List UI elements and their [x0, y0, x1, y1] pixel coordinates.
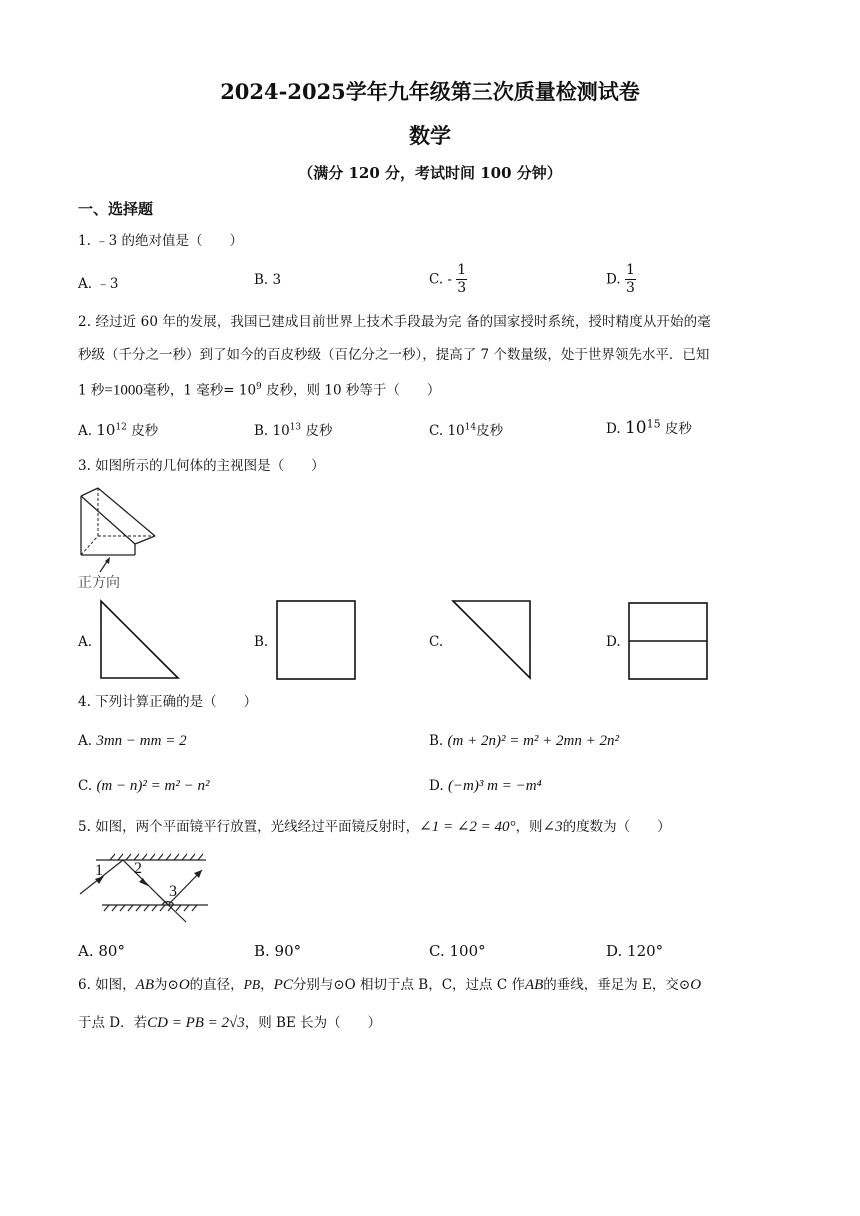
q1-option-c-label: C. - [429, 271, 452, 288]
q6-text-g: 于点 D．若 [78, 1015, 148, 1031]
q2-option-a-unit: 皮秒 [131, 423, 159, 439]
q6-pc: PC [273, 977, 293, 993]
question-3-stem: 3. 如图所示的几何体的主视图是（ ） [78, 458, 325, 474]
q2-option-b-exp: 13 [289, 422, 302, 433]
q6-o: O [178, 977, 190, 993]
fraction-numerator: 1 [457, 262, 467, 278]
q6-math: CD = PB = 2√3 [147, 1015, 245, 1031]
q2-text-b: 毫秒，1 毫秒 [142, 382, 224, 399]
question-6-line-2 [78, 1014, 381, 1032]
q2-option-c-base: 10 [447, 423, 465, 439]
q2-option-c[interactable] [429, 419, 503, 439]
q6-text-f: 的垂线，垂足为 E，交⊙ [543, 977, 691, 993]
q2-option-a-label: A. [78, 423, 93, 439]
q1-option-a[interactable]: A. ﹣3 [78, 276, 119, 292]
q5-math-a: ∠1 = ∠2 = 40° [419, 819, 516, 835]
q6-text-b: 为⊙ [154, 977, 179, 993]
exam-title: 2024-2025学年九年级第三次质量检测试卷 [220, 79, 640, 104]
section-title: 一、选择题 [78, 200, 154, 218]
q4-option-c[interactable] [78, 778, 209, 795]
q5-text-c: 的度数为（ ） [562, 819, 671, 835]
triangle-right-angle-right-icon [452, 600, 532, 680]
angle-1-label: 1 [95, 862, 103, 879]
q5-math-b: ∠3 [542, 819, 563, 835]
angle-2-label: 2 [134, 860, 142, 877]
q5-option-b[interactable]: B. 90° [254, 942, 302, 960]
q6-ab-2: AB [524, 977, 544, 993]
q4-option-b-expr: (m + 2n)² = m² + 2mn + 2n² [447, 733, 619, 749]
view-direction-label: 正方向 [78, 575, 120, 591]
q1-option-c[interactable] [429, 262, 467, 297]
fraction-denominator: 3 [457, 280, 467, 296]
q2-exponent: 9 [256, 382, 262, 392]
q2-text-a: 1 秒 [78, 382, 105, 399]
question-2-line-3 [78, 378, 440, 400]
q2-option-b-label: B. [254, 423, 269, 439]
question-2-line-1: 2. 经过近 60 年的发展，我国已建成目前世界上技术手段最为完 备的国家授时系统，授时精度从开始的毫 [78, 314, 711, 330]
q2-option-c-label: C. [429, 423, 444, 439]
q5-option-a[interactable]: A. 80° [78, 942, 125, 960]
q2-math-a: =1000 [104, 382, 143, 399]
q1-option-d[interactable] [606, 262, 636, 297]
q2-option-d[interactable] [606, 417, 692, 438]
q5-option-d[interactable]: D. 120° [606, 942, 664, 960]
q4-option-c-label: C. [78, 778, 93, 794]
q2-math-b: = 10 [223, 382, 257, 399]
prism-figure [78, 486, 163, 571]
fraction [625, 262, 636, 297]
split-rectangle-icon [628, 602, 708, 680]
q6-pb: PB [243, 977, 261, 992]
q2-option-d-unit: 皮秒 [664, 421, 692, 437]
angle-3-label: 3 [169, 883, 177, 900]
q4-option-c-expr: (m − n)² = m² − n² [96, 778, 210, 794]
fraction-numerator: 1 [625, 262, 635, 278]
q6-ab: AB [135, 977, 154, 993]
triangle-right-angle-left-icon [100, 600, 180, 680]
q5-option-c[interactable]: C. 100° [429, 942, 486, 960]
q6-text-e: 分别与⊙O 相切于点 B，C，过点 C 作 [292, 977, 525, 993]
q6-text-c: 的直径， [189, 977, 244, 993]
q2-option-b-base: 10 [272, 423, 290, 439]
square-icon [276, 600, 356, 680]
q2-option-d-label: D. [606, 421, 621, 437]
q6-text-d: ， [260, 977, 274, 993]
q2-text-c: 皮秒，则 10 秒等于（ ） [266, 382, 441, 399]
q4-option-d[interactable] [429, 778, 542, 795]
q3-option-c[interactable]: C. [429, 634, 444, 650]
q4-option-b-label: B. [429, 733, 444, 749]
q4-option-d-label: D. [429, 778, 444, 794]
exam-info: （满分 120 分，考试时间 100 分钟） [298, 164, 562, 182]
q2-option-b[interactable] [254, 419, 332, 439]
question-5-stem [78, 818, 671, 836]
q2-option-a-exp: 12 [115, 422, 127, 433]
question-6-line-1 [78, 976, 701, 994]
q5-text-a: 5. 如图，两个平面镜平行放置，光线经过平面镜反射时， [78, 819, 420, 835]
q2-option-c-exp: 14 [464, 422, 477, 433]
q3-option-d[interactable]: D. [606, 634, 621, 650]
q6-text-h: ，则 BE 长为（ ） [244, 1015, 382, 1031]
q6-text-a: 6. 如图， [78, 977, 136, 993]
q2-option-d-exp: 15 [646, 417, 661, 431]
fraction [456, 262, 467, 297]
q2-option-a[interactable] [78, 419, 158, 439]
q4-option-a-expr: 3mn − mm = 2 [96, 733, 187, 749]
fraction-denominator: 3 [625, 280, 635, 296]
subject-title: 数学 [409, 123, 451, 148]
q6-o-2: O [690, 977, 702, 993]
mirror-reflection-figure [78, 848, 213, 923]
q3-option-a[interactable]: A. [78, 634, 93, 650]
q1-option-b[interactable]: B. 3 [254, 272, 282, 288]
q4-option-a-label: A. [78, 733, 93, 749]
q5-text-b: ，则 [515, 819, 543, 835]
q2-option-a-base: 10 [96, 421, 116, 439]
question-1-stem: 1. ﹣3 的绝对值是（ ） [78, 233, 244, 249]
q4-option-b[interactable] [429, 733, 619, 750]
q2-option-b-unit: 皮秒 [305, 423, 333, 439]
q1-option-d-label: D. [606, 271, 621, 288]
question-4-stem: 4. 下列计算正确的是（ ） [78, 694, 258, 710]
q4-option-a[interactable] [78, 733, 187, 750]
q2-option-d-base: 10 [624, 418, 647, 438]
q3-option-b[interactable]: B. [254, 634, 269, 650]
question-2-line-2: 秒级（千分之一秒）到了如今的百皮秒级（百亿分之一秒），提高了 7 个数量级，处于世界领先水平．已知 [78, 347, 710, 363]
q2-option-c-unit: 皮秒 [476, 423, 504, 439]
q4-option-d-expr: (−m)³ m = −m⁴ [447, 778, 542, 794]
